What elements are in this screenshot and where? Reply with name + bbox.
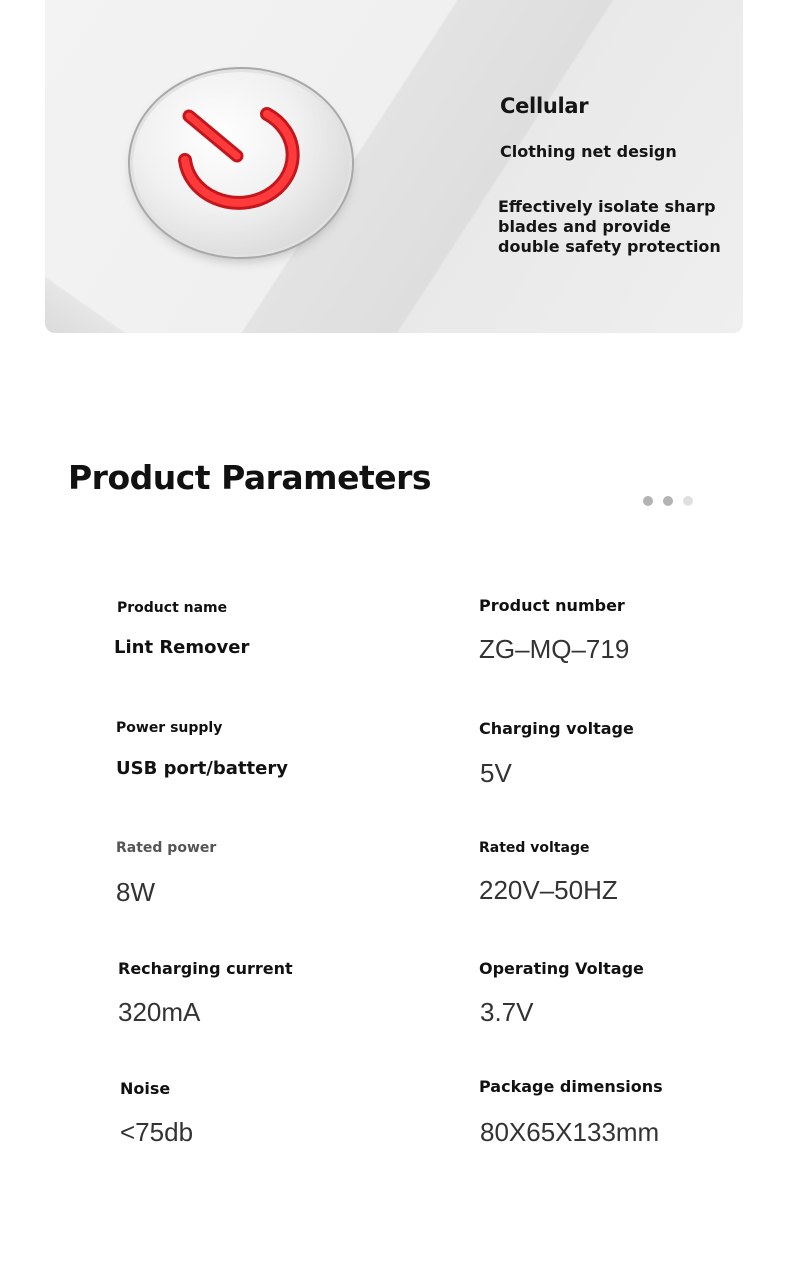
pager-dot[interactable] [663, 496, 673, 506]
param-value-power-supply: USB port/battery [116, 758, 288, 779]
param-value-rated-power: 8W [116, 877, 155, 907]
param-value-charging-voltage: 5V [480, 758, 512, 788]
param-label-rated-voltage: Rated voltage [479, 840, 590, 856]
param-value-product-name: Lint Remover [114, 637, 250, 658]
param-label-product-number: Product number [479, 596, 625, 615]
hero-description: Effectively isolate sharp blades and provide double safety protection [498, 197, 721, 256]
param-value-recharging-current: 320mA [118, 997, 201, 1027]
param-label-power-supply: Power supply [116, 720, 223, 736]
section-title: Product Parameters [68, 458, 432, 497]
param-label-noise: Noise [120, 1079, 171, 1098]
param-value-product-number: ZG–MQ–719 [479, 634, 630, 664]
hero-title: Cellular [500, 94, 589, 118]
param-label-package-dimensions: Package dimensions [479, 1077, 663, 1096]
hero-subtitle: Clothing net design [500, 142, 677, 161]
param-value-rated-voltage: 220V–50HZ [479, 875, 618, 905]
device-edge [45, 253, 165, 333]
param-label-recharging-current: Recharging current [118, 959, 293, 978]
pager-dot[interactable] [643, 496, 653, 506]
power-icon [133, 72, 349, 254]
pager-dots [643, 496, 693, 506]
param-value-operating-voltage: 3.7V [480, 997, 534, 1027]
param-label-product-name: Product name [117, 600, 228, 616]
param-label-charging-voltage: Charging voltage [479, 719, 634, 738]
param-value-package-dimensions: 80X65X133mm [480, 1117, 660, 1147]
param-label-operating-voltage: Operating Voltage [479, 959, 644, 978]
pager-dot[interactable] [683, 496, 693, 506]
param-value-noise: <75db [120, 1117, 194, 1147]
hero-banner [45, 0, 743, 333]
param-label-rated-power: Rated power [116, 840, 217, 856]
power-button-image [133, 72, 349, 254]
